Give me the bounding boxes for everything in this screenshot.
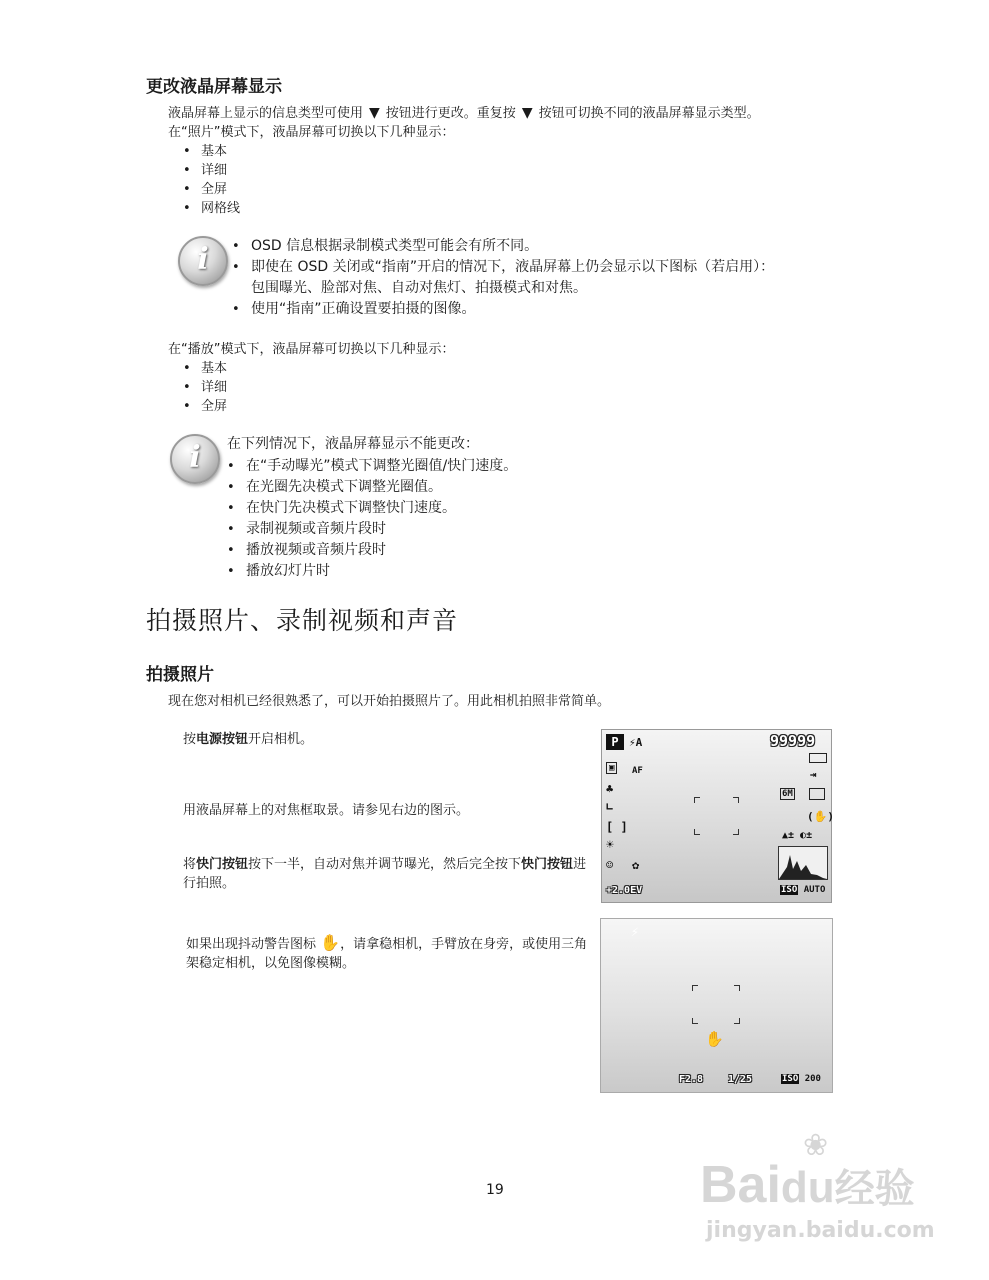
power-button-term: 电源按钮	[196, 732, 249, 747]
face-detect-icon: ☺	[606, 858, 614, 872]
list-item: • 详细	[183, 161, 240, 180]
drive-mode-icon: ▣	[606, 762, 617, 774]
baidu-watermark-logo	[700, 1155, 915, 1215]
list-item: • 全屏	[183, 180, 240, 199]
photo-mode-list	[183, 142, 240, 218]
step-text: 进行拍照。	[183, 857, 587, 891]
step-text: 将	[183, 857, 197, 872]
list-item: • 即使在 OSD 关闭或“指南”开启的情况下，液晶屏幕上仍会显示以下图标（若启用）：	[232, 257, 852, 278]
note-list-cannot-change	[227, 456, 847, 582]
iso-readout: ISO 200	[782, 1074, 821, 1084]
flash-icon: ⚡	[631, 925, 639, 940]
step-shake-warning	[186, 933, 588, 973]
list-item: • 全屏	[183, 397, 227, 416]
image-size-icon: 6M	[782, 789, 793, 799]
take-photo-intro: 现在您对相机已经很熟悉了，可以开始拍摄照片了。用此相机拍照非常简单。	[168, 694, 611, 709]
shake-warning-icon: ✋	[705, 1030, 724, 1048]
af-icon: AF	[632, 766, 643, 776]
note-continuation: 包围曝光、脸部对焦、自动对焦灯、拍摄模式和对焦。	[251, 280, 587, 296]
down-triangle-icon: ▼	[521, 105, 533, 121]
step-text: 按下一半，自动对焦并调节曝光，然后完全按下	[248, 857, 522, 872]
shake-hand-icon: ✋	[320, 933, 341, 952]
intro-text-c: 按钮可切换不同的液晶屏幕显示类型。	[538, 106, 760, 121]
list-item: • 详细	[183, 378, 227, 397]
list-item: • OSD 信息根据录制模式类型可能会有所不同。	[232, 236, 852, 257]
photo-mode-intro: 在“照片”模式下，液晶屏幕可切换以下几种显示：	[168, 125, 455, 140]
sharpness-contrast-icon: ▲± ◐±	[782, 830, 813, 841]
list-item: • 基本	[183, 142, 240, 161]
stabilizer-icon: (✋)	[807, 810, 834, 823]
intro-text-b: 按钮进行更改。重复按	[385, 106, 516, 121]
histogram	[778, 846, 828, 880]
list-item: • 基本	[183, 359, 227, 378]
down-triangle-icon: ▼	[369, 105, 380, 121]
watermark-brand: Bai	[700, 1156, 781, 1214]
list-item: • 在光圈先决模式下调整光圈值。	[227, 477, 847, 498]
macro-icon: ✿	[632, 858, 640, 872]
step-power-on	[183, 730, 313, 749]
note-list-osd	[232, 236, 852, 278]
shutter-button-term: 快门按钮	[196, 857, 249, 872]
battery-icon	[809, 753, 827, 763]
watermark-brand-cn: 经验	[834, 1167, 915, 1211]
quality-icon	[809, 788, 825, 800]
step-frame-shot: 用液晶屏幕上的对焦框取景。请参见右边的图示。	[183, 803, 470, 818]
flash-auto-icon: ⚡A	[629, 736, 643, 749]
list-item: • 在快门先决模式下调整快门速度。	[227, 498, 847, 519]
aperture-value: F2.8	[679, 1074, 704, 1085]
chapter-title: 拍摄照片、录制视频和声音	[146, 606, 459, 635]
list-item: • 网格线	[183, 199, 240, 218]
step-shutter	[183, 855, 588, 893]
list-item: • 录制视频或音频片段时	[227, 519, 847, 540]
list-item: • 使用“指南”正确设置要拍摄的图像。	[232, 299, 852, 320]
list-item: • 在“手动曝光”模式下调整光圈值/快门速度。	[227, 456, 847, 477]
section-heading-lcd-display: 更改液晶屏幕显示	[146, 77, 282, 97]
paw-icon: ❀	[803, 1128, 829, 1163]
sub-heading-take-photo: 拍摄照片	[146, 665, 214, 685]
iso-readout: ISO AUTO	[781, 885, 826, 895]
scene-icon: ♣	[606, 782, 614, 796]
shutter-speed-value: 1/25	[728, 1074, 753, 1085]
info-icon: i	[170, 434, 220, 484]
watermark-url: jingyan.baidu.com	[706, 1218, 935, 1243]
note-list-guide	[232, 299, 852, 320]
step-text: ，请拿稳相机，手臂放在身旁，或使用三角架稳定相机，以免图像模糊。	[186, 937, 588, 971]
info-icon: i	[178, 236, 228, 286]
watermark-brand-du: du	[780, 1163, 835, 1212]
page-number: 19	[486, 1182, 504, 1198]
step-text: 如果出现抖动警告图标	[186, 937, 317, 952]
exposure-value: +2.0EV	[606, 885, 643, 896]
step-text: 按	[183, 732, 197, 747]
step-text: 开启相机。	[248, 732, 314, 747]
white-balance-icon: ☀	[606, 838, 614, 853]
card-icon: ⇥	[810, 768, 817, 781]
metering-icon: ∟	[606, 800, 614, 814]
note2-intro: 在下列情况下，液晶屏幕显示不能更改：	[227, 436, 479, 452]
list-item: • 播放视频或音频片段时	[227, 540, 847, 561]
intro-paragraph	[168, 104, 868, 123]
shots-remaining: 99999	[770, 732, 816, 750]
intro-text-a: 液晶屏幕上显示的信息类型可使用	[168, 106, 364, 121]
play-mode-list	[183, 359, 227, 416]
focus-area-icon: [ ]	[606, 820, 628, 834]
shutter-button-term: 快门按钮	[521, 857, 574, 872]
list-item: • 播放幻灯片时	[227, 561, 847, 582]
lcd-screen-half-press	[600, 918, 833, 1093]
play-mode-intro: 在“播放”模式下，液晶屏幕可切换以下几种显示：	[168, 342, 455, 357]
program-mode-icon: P	[606, 734, 624, 750]
